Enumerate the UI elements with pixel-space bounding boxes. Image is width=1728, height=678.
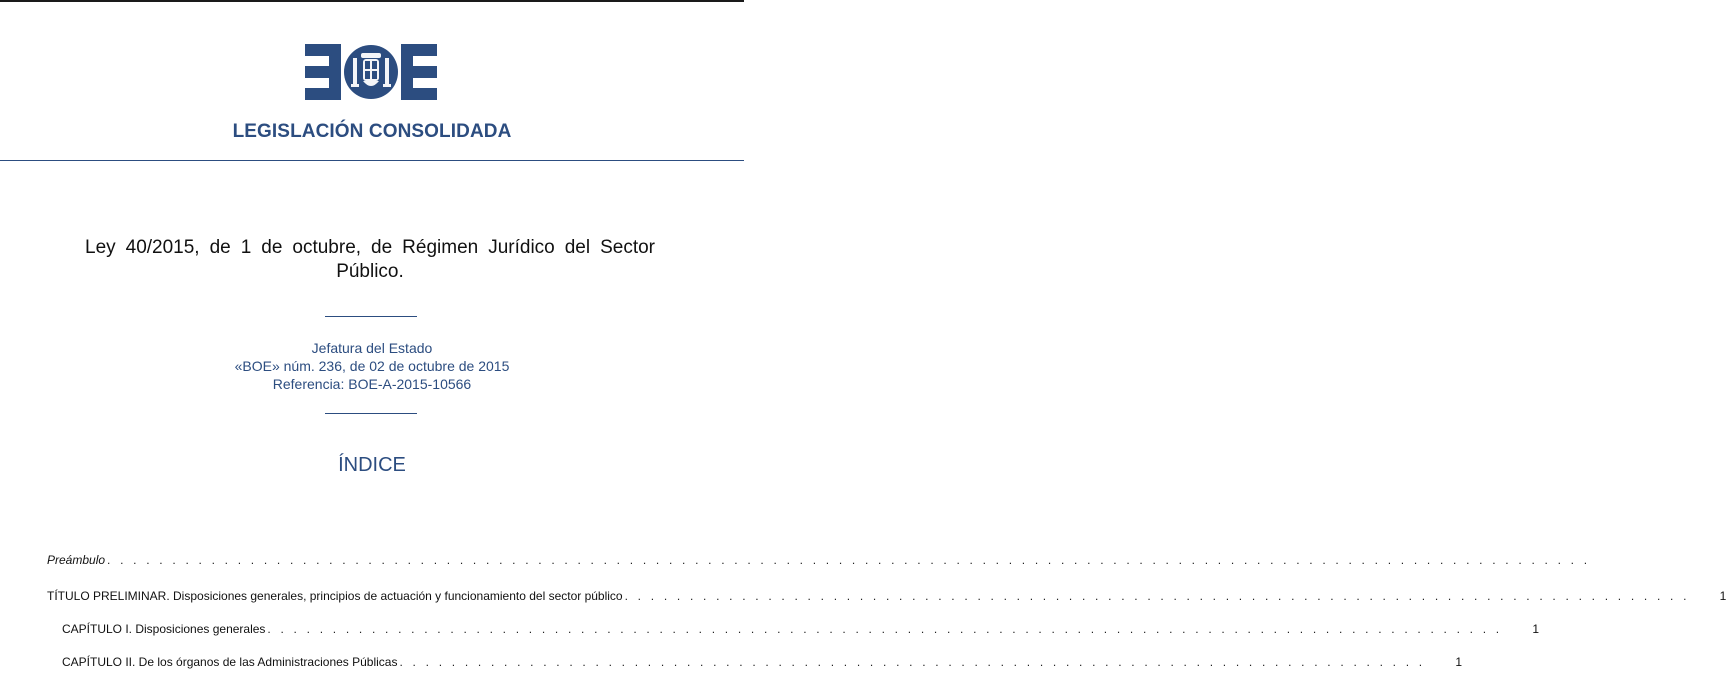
top-border [0, 0, 744, 2]
toc-leader-dots: . . . . . . . . . . . . . . . . . . . . . . . . . . . . . . . . . . . . . . . . . . . . . . . . . . . . . . . . . . . . . . . . . . . . . . . . . . . . . . . . . . . . . . . . . . . . . . . [267, 622, 1503, 636]
index-title: ÍNDICE [338, 454, 406, 476]
toc-page-number: 1 [1719, 589, 1727, 603]
toc-entry-preambulo[interactable] [47, 553, 1591, 571]
header-divider [0, 160, 744, 161]
issuer: Jefatura del Estado [311, 340, 433, 356]
meta-divider [325, 413, 417, 414]
law-title: Ley 40/2015, de 1 de octubre, de Régimen Jurídico del Sector Público. [85, 237, 655, 282]
publication-line: «BOE» núm. 236, de 02 de octubre de 2015 [234, 358, 510, 374]
toc-leader-dots: . . . . . . . . . . . . . . . . . . . . . . . . . . . . . . . . . . . . . . . . . . . . . . . . . . . . . . . . . . . . . . . . . . . . . . . . . . . . . . . [399, 655, 1426, 669]
title-divider [325, 316, 417, 317]
toc-leader-dots: . . . . . . . . . . . . . . . . . . . . . . . . . . . . . . . . . . . . . . . . . . . . . . . . . . . . . . . . . . . . . . . . . . . . . . . . . . . . . . . . . . [624, 589, 1690, 603]
toc-entry-titulo-preliminar[interactable] [47, 589, 1727, 607]
toc-entry-capitulo-i[interactable] [62, 622, 1540, 640]
toc-leader-dots: . . . . . . . . . . . . . . . . . . . . . . . . . . . . . . . . . . . . . . . . . . . . . . . . . . . . . . . . . . . . . . . . . . . . . . . . . . . . . . . . . . . . . . . . . . . . . . . . . . . . . . . . . . . . . . . . . . [107, 553, 1591, 567]
collection-title: LEGISLACIÓN CONSOLIDADA [232, 121, 512, 142]
toc-entry-label: CAPÍTULO II. De los órganos de las Administraciones Públicas [62, 655, 398, 669]
toc-page-number: 1 [1532, 622, 1540, 636]
toc-entry-label: Preámbulo [47, 553, 106, 567]
toc-entry-label: CAPÍTULO I. Disposiciones generales [62, 622, 266, 636]
reference-line: Referencia: BOE-A-2015-10566 [272, 376, 472, 392]
toc-entry-label: TÍTULO PRELIMINAR. Disposiciones generales, principios de actuación y funcionamiento del sector público [47, 589, 623, 603]
boe-logo [305, 44, 437, 100]
publication-info [0, 339, 744, 393]
toc-entry-capitulo-ii[interactable] [62, 655, 1463, 673]
toc-page-number: 1 [1455, 655, 1463, 669]
